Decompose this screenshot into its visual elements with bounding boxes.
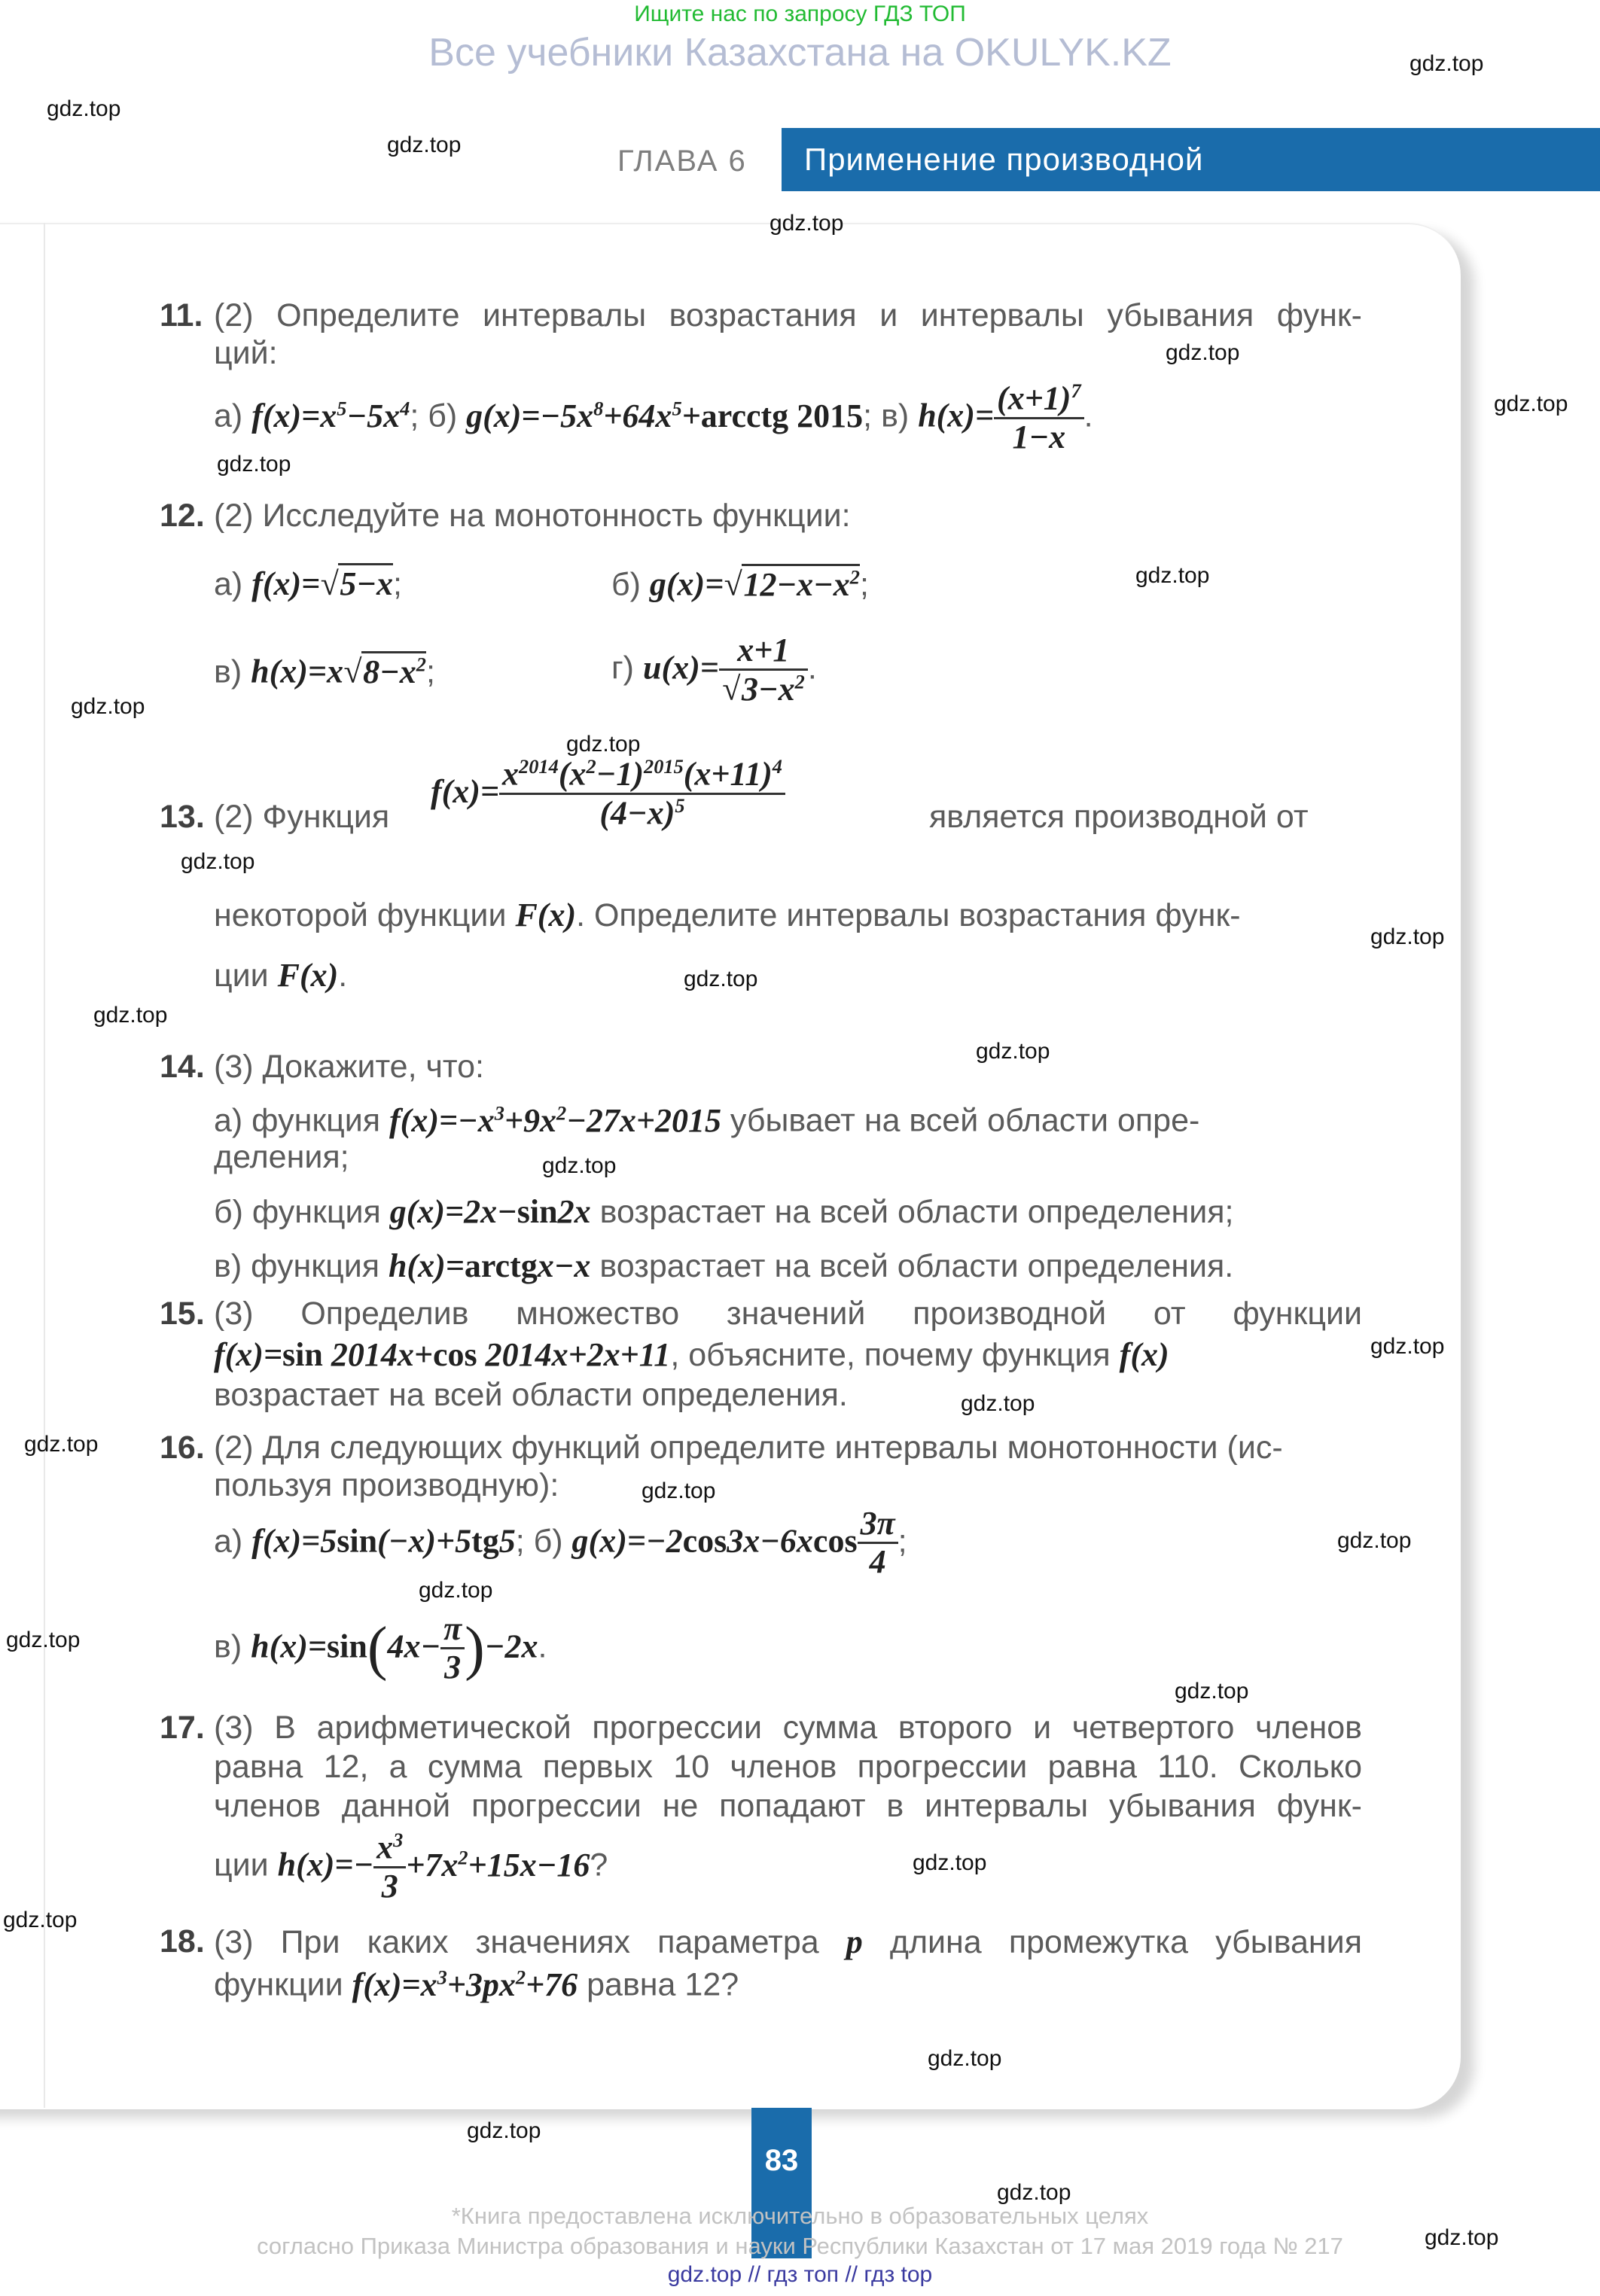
problem-14-item-a-cont: деления; bbox=[214, 1139, 349, 1175]
watermark: gdz.top bbox=[684, 967, 758, 991]
problem-13-lead: (2) Функция bbox=[214, 799, 390, 835]
problem-12-number: 12. bbox=[160, 498, 205, 534]
watermark: gdz.top bbox=[997, 2180, 1071, 2205]
problem-16-formula-c: в) h(x)=sin(4x− $\frac{\pi}{3}$ )−2x. bbox=[214, 1610, 547, 1686]
problem-13-tail: является производной от bbox=[929, 799, 1309, 835]
problem-15-number: 15. bbox=[160, 1296, 205, 1332]
problem-14-item-c: в) функция h(x)=arctgx−x возрастает на всей области определения. bbox=[214, 1247, 1234, 1284]
problem-13-number: 13. bbox=[160, 799, 205, 835]
watermark: gdz.top bbox=[1425, 2225, 1499, 2250]
watermark: gdz.top bbox=[217, 452, 291, 477]
footer-note-line1: *Книга предоставлена исключительно в образовательных целях bbox=[451, 2203, 1149, 2229]
problem-13-formula: f(x)= $\frac{x^{2014}(x^2-1)^{2015}(x+11)^4}{(4-x)^5}$ bbox=[431, 756, 785, 832]
watermark: gdz.top bbox=[642, 1478, 716, 1503]
site-banner[interactable]: Все учебники Казахстана на OKULYK.KZ bbox=[428, 31, 1172, 75]
watermark: gdz.top bbox=[976, 1039, 1050, 1064]
chapter-title: Применение производной bbox=[804, 142, 1204, 177]
footer-note-line2: согласно Приказа Министра образования и науки Республики Казахстан от 17 мая 2019 года № 217 bbox=[257, 2233, 1343, 2259]
problem-17-number: 17. bbox=[160, 1710, 205, 1746]
problem-16-formula-ab: а) f(x)=5sin(−x)+5tg5; б) g(x)=−2cos3x−6xcos $\frac{3\pi}{4}$ ; bbox=[214, 1505, 907, 1581]
problem-12-item-c: в) $h(x)=x√8-x^2$; bbox=[214, 653, 435, 690]
problem-17-text-3: членов данной прогрессии не попадают в интервалы убывания функ- bbox=[214, 1788, 1362, 1824]
problem-17-text-2: равна 12, а сумма первых 10 членов прогрессии равна 110. Сколько bbox=[214, 1749, 1362, 1785]
problem-15-line3: возрастает на всей области определения. bbox=[214, 1377, 848, 1413]
watermark: gdz.top bbox=[1370, 1334, 1445, 1359]
watermark: gdz.top bbox=[1166, 340, 1240, 365]
problem-14-number: 14. bbox=[160, 1049, 205, 1085]
problem-13-line2: некоторой функции F(x). Определите интервалы возрастания функ- bbox=[214, 897, 1241, 933]
watermark: gdz.top bbox=[1494, 391, 1568, 416]
problem-17-text: (3) В арифметической прогрессии сумма второго и четвертого членов bbox=[214, 1710, 1362, 1746]
footer-links[interactable]: gdz.top // гдз топ // гдз top bbox=[667, 2262, 933, 2287]
watermark: gdz.top bbox=[1337, 1528, 1412, 1553]
watermark: gdz.top bbox=[542, 1153, 617, 1178]
problem-15-line2: f(x)=sin 2014x+cos 2014x+2x+11, объясните, почему функция f(x) bbox=[214, 1336, 1169, 1373]
problem-18-line2: функции $f(x)=x^3+3px^2+76$ равна 12? bbox=[214, 1966, 739, 2003]
watermark: gdz.top bbox=[1370, 924, 1445, 949]
problem-12-item-d: г) u(x)= $\frac{x+1}{√3-x^2}$ . bbox=[611, 632, 817, 708]
watermark: gdz.top bbox=[1175, 1679, 1249, 1704]
problem-11-text: (2) Определите интервалы возрастания и интервалы убывания функ- bbox=[214, 297, 1362, 333]
watermark: gdz.top bbox=[93, 1003, 168, 1028]
problem-14-item-b: б) функция g(x)=2x−sin2x возрастает на всей области определения; bbox=[214, 1193, 1234, 1230]
problem-16-number: 16. bbox=[160, 1430, 205, 1466]
top-banner: Ищите нас по запросу ГДЗ ТОП bbox=[634, 2, 966, 26]
chapter-label: ГЛАВА 6 bbox=[617, 145, 747, 178]
problem-18-number: 18. bbox=[160, 1923, 205, 1960]
watermark: gdz.top bbox=[24, 1432, 99, 1457]
problem-14-text: (3) Докажите, что: bbox=[214, 1049, 484, 1085]
watermark: gdz.top bbox=[419, 1578, 493, 1603]
watermark: gdz.top bbox=[1135, 563, 1210, 588]
problem-11-text-cont: ций: bbox=[214, 335, 278, 371]
problem-15-text: (3) Определив множество значений производной от функции bbox=[214, 1296, 1362, 1332]
problem-12-item-a: а) f(x)=√5−x; bbox=[214, 566, 402, 602]
problem-12-text: (2) Исследуйте на монотонность функции: bbox=[214, 498, 851, 534]
watermark: gdz.top bbox=[6, 1628, 81, 1652]
watermark: gdz.top bbox=[71, 694, 145, 719]
watermark: gdz.top bbox=[566, 732, 641, 757]
watermark: gdz.top bbox=[47, 96, 121, 121]
watermark: gdz.top bbox=[387, 132, 462, 157]
watermark: gdz.top bbox=[467, 2118, 541, 2143]
page-number: 83 bbox=[764, 2144, 799, 2177]
problem-13-line3: ции F(x). bbox=[214, 957, 348, 994]
watermark: gdz.top bbox=[1410, 51, 1484, 76]
problem-16-text: (2) Для следующих функций определите интервалы монотонности (ис- bbox=[214, 1430, 1283, 1466]
problem-16-text-cont: пользуя производную): bbox=[214, 1467, 559, 1503]
problem-11-number: 11. bbox=[160, 297, 203, 333]
watermark: gdz.top bbox=[181, 849, 255, 874]
problem-12-item-b: б) $g(x)=√12-x-x^2$; bbox=[611, 566, 869, 603]
problem-11-formulas: а) $f(x)=x^5-5x^4$; б) $g(x)=-5x^8+64x^5+arcctg$ 2015; в) h(x)= $\frac{(x+1)^7}{1-x}$ . bbox=[214, 379, 1093, 456]
problem-18-text: (3) При каких значениях параметра p длина промежутка убывания bbox=[214, 1923, 1362, 1960]
problem-17-line4: ции h(x)=− $\frac{x^3}{3}$ $+7x^2+15x-16$? bbox=[214, 1829, 608, 1905]
watermark: gdz.top bbox=[928, 2046, 1002, 2071]
watermark: gdz.top bbox=[913, 1850, 987, 1875]
watermark: gdz.top bbox=[3, 1908, 78, 1932]
watermark: gdz.top bbox=[770, 211, 844, 236]
problem-14-item-a: а) функция $f(x)=-x^3+9x^2-27x+2015$ убывает на всей области опре- bbox=[214, 1101, 1200, 1139]
watermark: gdz.top bbox=[961, 1391, 1035, 1416]
page-edge-rule bbox=[44, 223, 45, 2108]
